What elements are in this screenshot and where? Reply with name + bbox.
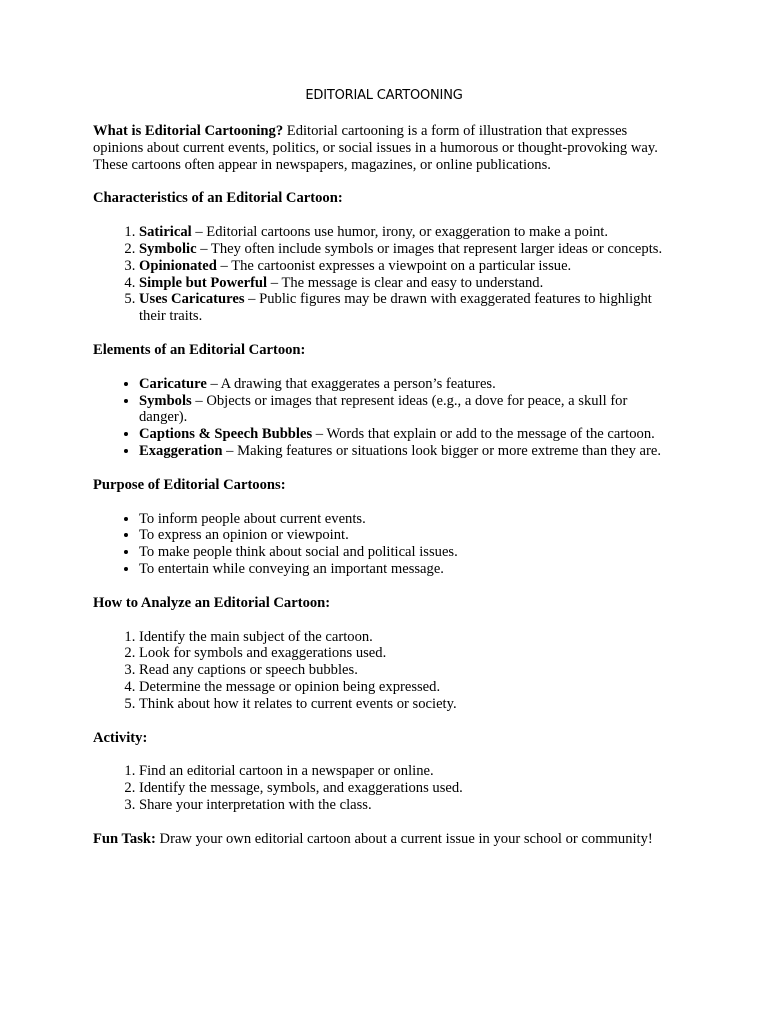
purpose-list [93, 511, 675, 578]
list-item [139, 258, 675, 275]
list-item-term: Symbolic [139, 240, 197, 257]
fun-task-paragraph [93, 831, 675, 848]
list-item: • To make people think about social and political issues. [139, 544, 675, 561]
fun-task-text: Draw your own editorial cartoon about a current issue in your school or community! [155, 830, 653, 847]
intro-text: Editorial cartooning is a form of illustration that expresses opinions about current events, politics, or social issues in a humorous or thought-provoking way. These cartoons often appear in newspapers, magazines, or online publications. [93, 123, 658, 173]
intro-paragraph [93, 123, 675, 173]
activity-heading: Activity: [93, 729, 148, 746]
list-item-term: Captions & Speech Bubbles [139, 426, 313, 443]
list-item-term: Uses Caricatures [139, 291, 245, 308]
list-item-text: – Public figures may be drawn with exaggerated features to highlight their traits. [139, 291, 652, 325]
elements-heading: Elements of an Editorial Cartoon: [93, 341, 306, 358]
list-item: • To inform people about current events. [139, 511, 675, 528]
list-item-term: Symbols [139, 392, 192, 409]
list-item [139, 224, 675, 241]
list-item [139, 241, 675, 258]
document-title: EDITORIAL CARTOONING [305, 88, 463, 103]
list-item-term: Caricature [139, 375, 207, 392]
list-item-term: Exaggeration [139, 442, 223, 459]
purpose-heading: Purpose of Editorial Cartoons: [93, 476, 286, 493]
analyze-heading: How to Analyze an Editorial Cartoon: [93, 594, 331, 611]
list-item-text: – Objects or images that represent ideas (e.g., a dove for peace, a skull for danger). [139, 392, 628, 426]
fun-task-label: Fun Task: [93, 830, 156, 847]
list-item: 2. Look for symbols and exaggerations used. [139, 645, 675, 662]
list-item: • To express an opinion or viewpoint. [139, 527, 675, 544]
list-item: 2. Identify the message, symbols, and exaggerations used. [139, 780, 675, 797]
list-item [139, 291, 675, 325]
list-item [139, 275, 675, 292]
list-item: 3. Read any captions or speech bubbles. [139, 662, 675, 679]
list-item-text: – Editorial cartoons use humor, irony, or exaggeration to make a point. [191, 224, 609, 241]
activity-list [93, 763, 675, 813]
list-item: 5. Think about how it relates to current events or society. [139, 696, 675, 713]
list-item: • To entertain while conveying an important message. [139, 561, 675, 578]
document-body [93, 123, 675, 848]
analyze-list [93, 629, 675, 713]
list-item: 1. Identify the main subject of the cartoon. [139, 629, 675, 646]
list-item-text: – Making features or situations look bigger or more extreme than they are. [222, 442, 662, 459]
list-item: 3. Share your interpretation with the class. [139, 797, 675, 814]
list-item-text: – They often include symbols or images that represent larger ideas or concepts. [196, 240, 663, 257]
list-item: 4. Determine the message or opinion being expressed. [139, 679, 675, 696]
list-item-term: Satirical [139, 224, 192, 241]
characteristics-list [93, 224, 675, 325]
list-item-text: – The cartoonist expresses a viewpoint on a particular issue. [216, 257, 572, 274]
list-item-text: – Words that explain or add to the message of the cartoon. [312, 426, 655, 443]
elements-list [93, 376, 675, 460]
list-item [139, 393, 675, 427]
list-item [139, 443, 675, 460]
intro-question: What is Editorial Cartooning? [93, 123, 284, 139]
list-item [139, 376, 675, 393]
list-item [139, 426, 675, 443]
characteristics-heading: Characteristics of an Editorial Cartoon: [93, 190, 343, 207]
list-item-term: Simple but Powerful [139, 274, 268, 291]
list-item-text: – A drawing that exaggerates a person’s features. [206, 375, 496, 392]
list-item-text: – The message is clear and easy to understand. [267, 274, 544, 291]
list-item-term: Opinionated [139, 257, 217, 274]
list-item: 1. Find an editorial cartoon in a newspaper or online. [139, 763, 675, 780]
